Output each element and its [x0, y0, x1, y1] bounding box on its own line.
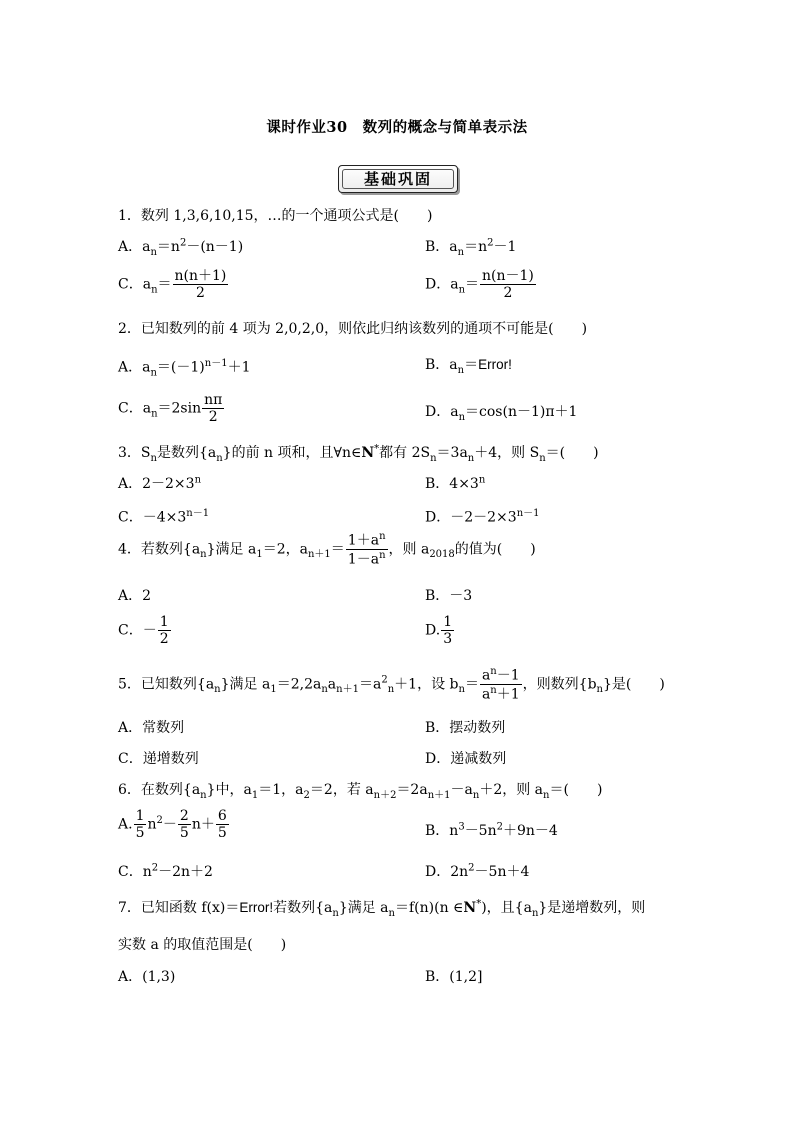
- q6-option-d: D．$2n^2-5n+4$: [425, 862, 530, 880]
- fraction: $\frac{1}{2}$: [159, 614, 169, 648]
- section-banner: [338, 165, 458, 193]
- q3-option-c: C．$-4\times 3^{n-1}$: [118, 508, 210, 526]
- q3-option-a: A．$2-2\times 3^n$: [118, 474, 202, 492]
- q2-option-b: B．$a_n=Error$!: [425, 357, 512, 376]
- q7-option-a: A．(1,3): [118, 969, 176, 985]
- fraction: $\frac{6}{5}$: [217, 808, 227, 842]
- fraction: $\frac{a^n-1}{a^n+1}$: [481, 666, 520, 703]
- q3-option-d: D．$-2-2\times 3^{n-1}$: [425, 508, 540, 526]
- q1-stem: 1．数列 1,3,6,10,15，…的一个通项公式是( ): [118, 208, 433, 224]
- q5-option-c: C．递增数列: [118, 751, 199, 767]
- fraction: $\frac{n\pi}{2}$: [204, 392, 223, 426]
- section-banner-label: 基础巩固: [342, 169, 454, 189]
- q4-option-c: C．－ $\frac{1}{2}$: [118, 614, 169, 648]
- fraction: $\frac{1}{5}$: [135, 808, 145, 842]
- q2-option-d: D．$a_n=\cos(n-1)\pi+1$: [425, 404, 578, 423]
- q6-option-b: B．$n^3-5n^2+9n-4$: [425, 821, 558, 839]
- q1-option-a: A．$a_n=n^2-(n-1)$: [118, 237, 244, 258]
- q3-stem: 3．$S_n$是数列$\{a_n\}$的前 n 项和，且∀n∈N*都有 $2S_n=3a_n+4$，则 $S_n=$( ): [118, 443, 599, 464]
- q1-option-d: D．$a_n=$ $\frac{n(n-1)}{2}$: [425, 268, 534, 302]
- q6-option-a: A. $\frac{1}{5}$ $n^2-$ $\frac{2}{5}$ n＋ $\frac{6}{5}$: [118, 808, 227, 842]
- q1-option-c: C．$a_n=$ $\frac{n(n+1)}{2}$: [118, 268, 227, 302]
- q5-stem: 5．已知数列$\{a_n\}$满足 $a_1=2,2a_na_{n+1}=a^2_n+1$，设 $b_n=$ $\frac{a^n-1}{a^n+1}$ ，则数列$\{b_n\}$是( ): [118, 666, 665, 703]
- error-text: Error!: [478, 357, 512, 372]
- q2-option-a: A．$a_n=(-1)^{n-1}+1$: [118, 358, 251, 379]
- q1-option-b: B．$a_n=n^2-1$: [425, 237, 517, 258]
- q7-stem: 7．已知函数 f(x)＝Error!若数列$\{a_n\}$满足 $a_n=f(n)(n$ ∈N*)，且$\{a_n\}$是递增数列，则: [118, 898, 646, 919]
- q5-option-d: D．递减数列: [425, 751, 507, 767]
- q5-option-b: B．摆动数列: [425, 720, 506, 736]
- q7-stem-line2: 实数 a 的取值范围是( ): [118, 937, 287, 953]
- q5-option-a: A．常数列: [118, 720, 185, 736]
- fraction: $\frac{n(n-1)}{2}$: [482, 268, 534, 302]
- fraction: $\frac{1+a^n}{1-a^n}$: [347, 531, 386, 568]
- fraction: $\frac{2}{5}$: [179, 808, 189, 842]
- q2-stem: 2．已知数列的前 4 项为 2,0,2,0，则依此归纳该数列的通项不可能是( ): [118, 321, 588, 337]
- q6-option-c: C．$n^2-2n+2$: [118, 862, 213, 880]
- error-text: Error!: [239, 900, 274, 915]
- q4-option-d: D. $\frac{1}{3}$: [425, 614, 453, 648]
- fraction: $\frac{1}{3}$: [443, 614, 453, 648]
- q4-stem: 4．若数列$\{a_n\}$满足 $a_1=2$，$a_{n+1}=$ $\frac{1+a^n}{1-a^n}$ ，则 $a_{2018}$的值为( ): [118, 531, 536, 568]
- page-title: 课时作业30 数列的概念与简单表示法: [266, 119, 528, 136]
- fraction: $\frac{n(n+1)}{2}$: [174, 268, 227, 302]
- q2-option-c: C．$a_n=2\sin$ $\frac{n\pi}{2}$: [118, 392, 223, 426]
- q7-option-b: B．(1,2]: [425, 969, 483, 985]
- q4-option-b: B．－3: [425, 588, 473, 604]
- q4-option-a: A．2: [118, 588, 152, 604]
- q3-option-b: B．$4\times 3^n$: [425, 474, 486, 492]
- q6-stem: 6．在数列$\{a_n\}$中，$a_1=1$，$a_2=2$，若 $a_{n+2}=2a_{n+1}-a_n+2$，则 $a_n=$( ): [118, 782, 603, 801]
